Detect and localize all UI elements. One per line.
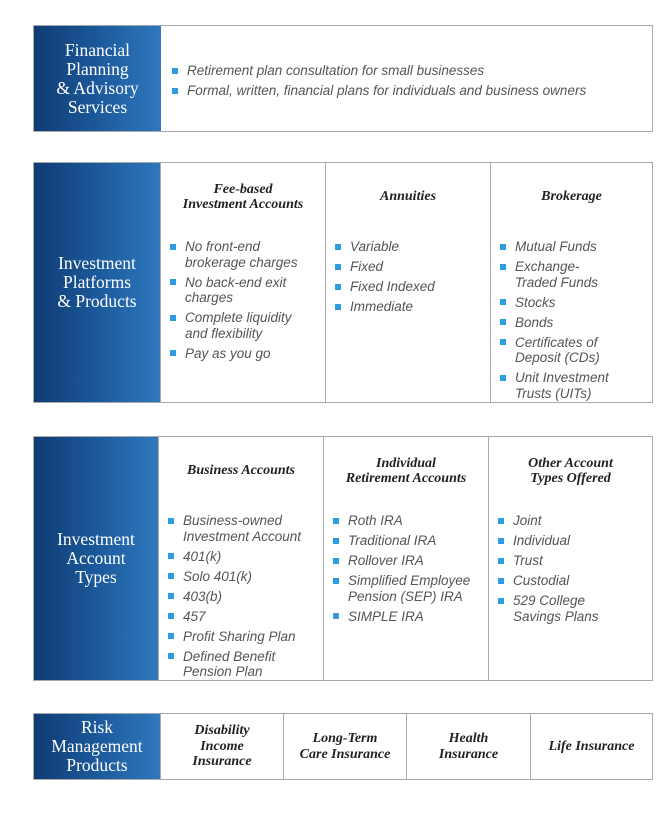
column-list: [167, 513, 323, 680]
list-item: Fixed: [334, 259, 490, 275]
list-item: 403(b): [167, 589, 323, 605]
list-item: 529 College Savings Plans: [497, 593, 652, 624]
list-item: Exchange- Traded Funds: [499, 259, 652, 290]
list-item: Certificates of Deposit (CDs): [499, 335, 652, 366]
risk-management-section: [33, 713, 653, 780]
column-list: [332, 513, 488, 624]
list-item: Retirement plan consultation for small businesses: [171, 63, 652, 79]
list-item: Roth IRA: [332, 513, 488, 529]
section-label: [34, 26, 161, 131]
list-item: No front-end brokerage charges: [169, 239, 325, 270]
list-item: Mutual Funds: [499, 239, 652, 255]
list-item: Defined Benefit Pension Plan: [167, 649, 323, 680]
column-list: [334, 239, 490, 315]
column-fee-based: [160, 163, 325, 402]
investment-account-types-section: [33, 436, 653, 681]
list-item: 457: [167, 609, 323, 625]
list-item: Rollover IRA: [332, 553, 488, 569]
product-health-insurance: Health Insurance: [406, 714, 530, 779]
financial-planning-label: Financial Planning & Advisory Services: [56, 39, 139, 117]
list-item: Immediate: [334, 299, 490, 315]
product-long-term-care-insurance: Long-Term Care Insurance: [283, 714, 406, 779]
financial-planning-content: [161, 26, 652, 131]
list-item: Trust: [497, 553, 652, 569]
list-item: Simplified Employee Pension (SEP) IRA: [332, 573, 488, 604]
column-title: Individual Retirement Accounts: [345, 455, 467, 486]
list-item: Pay as you go: [169, 346, 325, 362]
column-brokerage: [490, 163, 652, 402]
list-item: Fixed Indexed: [334, 279, 490, 295]
column-other-accounts: [488, 437, 652, 680]
financial-planning-section: [33, 25, 653, 132]
column-business-accounts: [158, 437, 323, 680]
product-disability-income-insurance: Disability Income Insurance: [160, 714, 283, 779]
column-title: Other Account Types Offered: [528, 455, 613, 486]
list-item: Solo 401(k): [167, 569, 323, 585]
column-list: [169, 239, 325, 361]
column-list: [499, 239, 652, 401]
financial-planning-list: [171, 63, 652, 99]
list-item: Joint: [497, 513, 652, 529]
column-annuities: [325, 163, 490, 402]
list-item: Variable: [334, 239, 490, 255]
list-item: Individual: [497, 533, 652, 549]
list-item: Business-owned Investment Account: [167, 513, 323, 544]
investment-platforms-label: Investment Platforms & Products: [57, 253, 137, 311]
list-item: SIMPLE IRA: [332, 609, 488, 625]
investment-account-types-label: Investment Account Types: [57, 529, 135, 587]
section-label: [34, 714, 160, 779]
list-item: 401(k): [167, 549, 323, 565]
list-item: Traditional IRA: [332, 533, 488, 549]
product-life-insurance: Life Insurance: [530, 714, 652, 779]
list-item: Custodial: [497, 573, 652, 589]
investment-platforms-section: [33, 162, 653, 403]
column-title: Annuities: [379, 189, 437, 205]
column-title: Fee-based Investment Accounts: [182, 181, 304, 212]
list-item: Formal, written, financial plans for individuals and business owners: [171, 83, 652, 99]
column-list: [497, 513, 652, 624]
list-item: Unit Investment Trusts (UITs): [499, 370, 652, 401]
list-item: No back-end exit charges: [169, 275, 325, 306]
list-item: Profit Sharing Plan: [167, 629, 323, 645]
risk-management-label: Risk Management Products: [51, 717, 143, 775]
list-item: Bonds: [499, 315, 652, 331]
column-title: Brokerage: [541, 189, 602, 205]
list-item: Complete liquidity and flexibility: [169, 310, 325, 341]
column-ira: [323, 437, 488, 680]
section-label: [34, 163, 160, 402]
list-item: Stocks: [499, 295, 652, 311]
column-title: Business Accounts: [186, 463, 295, 479]
section-label: [34, 437, 158, 680]
